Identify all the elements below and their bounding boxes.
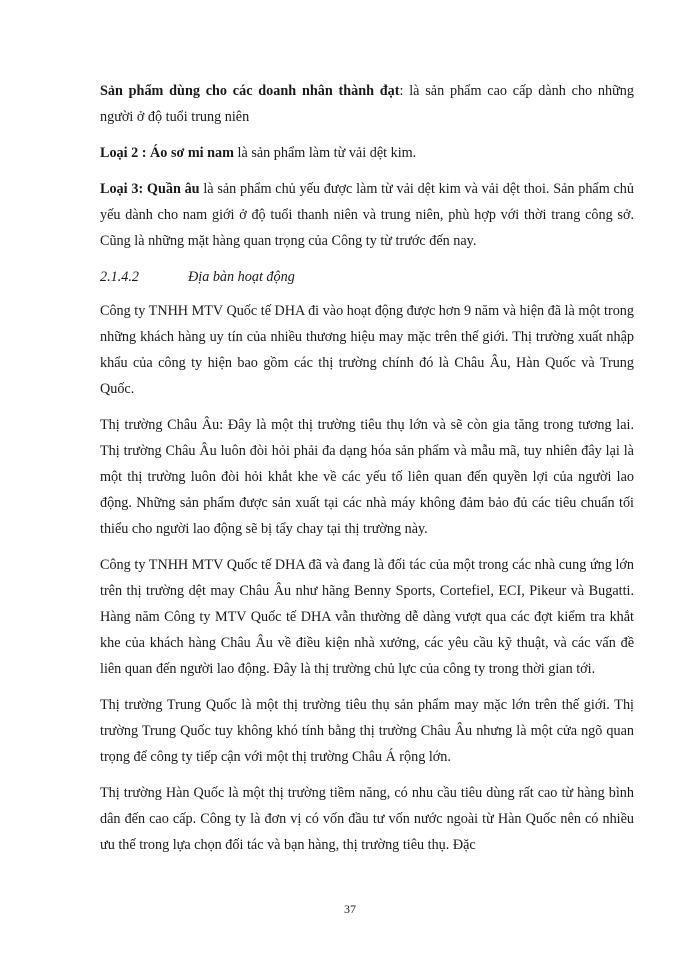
paragraph-europe-partners: Công ty TNHH MTV Quốc tế DHA đã và đang là đối tác của một trong các nhà cung ứng lớn trên thị trường dệt may Châu Âu như hãng Benny Sports, Cortefiel, ECI, Pikeur và Bugatti. Hàng năm Công ty MTV Quốc tế DHA vẫn thường dễ dàng vượt qua các đợt kiểm tra khắt khe của khách hàng Châu Âu về điều kiện nhà xưởng, các yêu cầu kỹ thuật, và các vấn đề liên quan đến người lao động. Đây là thị trường chủ lực của công ty trong thời gian tới. [100,557,634,677]
bold-term: Loại 3: Quần âu [100,181,200,197]
paragraph-text: : là sản phẩm cao cấp dành cho những người ở độ tuổi trung niên [100,83,634,125]
bold-term: Sản phẩm dùng cho các doanh nhân thành đạt [100,83,400,99]
section-title: Địa bàn hoạt động [188,269,295,285]
paragraph-type-3 [100,176,634,254]
paragraph-china-market: Thị trường Trung Quốc là một thị trường tiêu thụ sản phẩm may mặc lớn trên thế giới. Thị trường Trung Quốc tuy không khó tính bằng thị trường Châu Âu nhưng là một cửa ngõ quan trọng để công ty tiếp cận với một thị trường Châu Á rộng lớn. [100,697,634,765]
paragraph-europe-market: Thị trường Châu Âu: Đây là một thị trường tiêu thụ lớn và sẽ còn gia tăng trong tương lai. Thị trường Châu Âu luôn đòi hỏi phải đa dạng hóa sản phẩm và mẫu mã, tuy nhiên đây lại là một thị trường luôn đòi hỏi khắt khe về các yếu tố liên quan đến quyền lợi của người lao động. Những sản phẩm được sản xuất tại các nhà máy không đảm bảo đủ các tiêu chuẩn tối thiểu cho người lao động sẽ bị tẩy chay tại thị trường này. [100,417,634,537]
paragraph-text: là sản phẩm làm từ vải dệt kim. [233,145,417,161]
paragraph-company-intro: Công ty TNHH MTV Quốc tế DHA đi vào hoạt động được hơn 9 năm và hiện đã là một trong những khách hàng uy tín của nhiều thương hiệu may mặc trên thế giới. Thị trường xuất nhập khẩu của công ty hiện bao gồm các thị trường chính đó là Châu Âu, Hàn Quốc và Trung Quốc. [100,303,634,397]
bold-term: Loại 2 : Áo sơ mi nam [100,145,234,161]
paragraph-business-products [100,78,634,130]
section-number: 2.1.4.2 [100,269,140,285]
paragraph-type-2 [100,140,634,166]
paragraph-korea-market: Thị trường Hàn Quốc là một thị trường tiềm năng, có nhu cầu tiêu dùng rất cao từ hàng bình dân đến cao cấp. Công ty là đơn vị có vốn đầu tư vốn nước ngoài từ Hàn Quốc nên có nhiều ưu thế trong lựa chọn đối tác và bạn hàng, thị trường tiêu thụ. Đặc [100,785,634,853]
section-heading [100,264,634,290]
document-body [100,78,634,868]
paragraph-text: là sản phẩm chủ yếu được làm từ vải dệt kim và vải dệt thoi. Sản phẩm chủ yếu dành cho nam giới ở độ tuổi thanh niên và trung niên, phù hợp với thời trang công sở. Cũng là những mặt hàng quan trọng của Công ty từ trước đến nay. [100,181,634,249]
page-number: 37 [344,902,356,916]
